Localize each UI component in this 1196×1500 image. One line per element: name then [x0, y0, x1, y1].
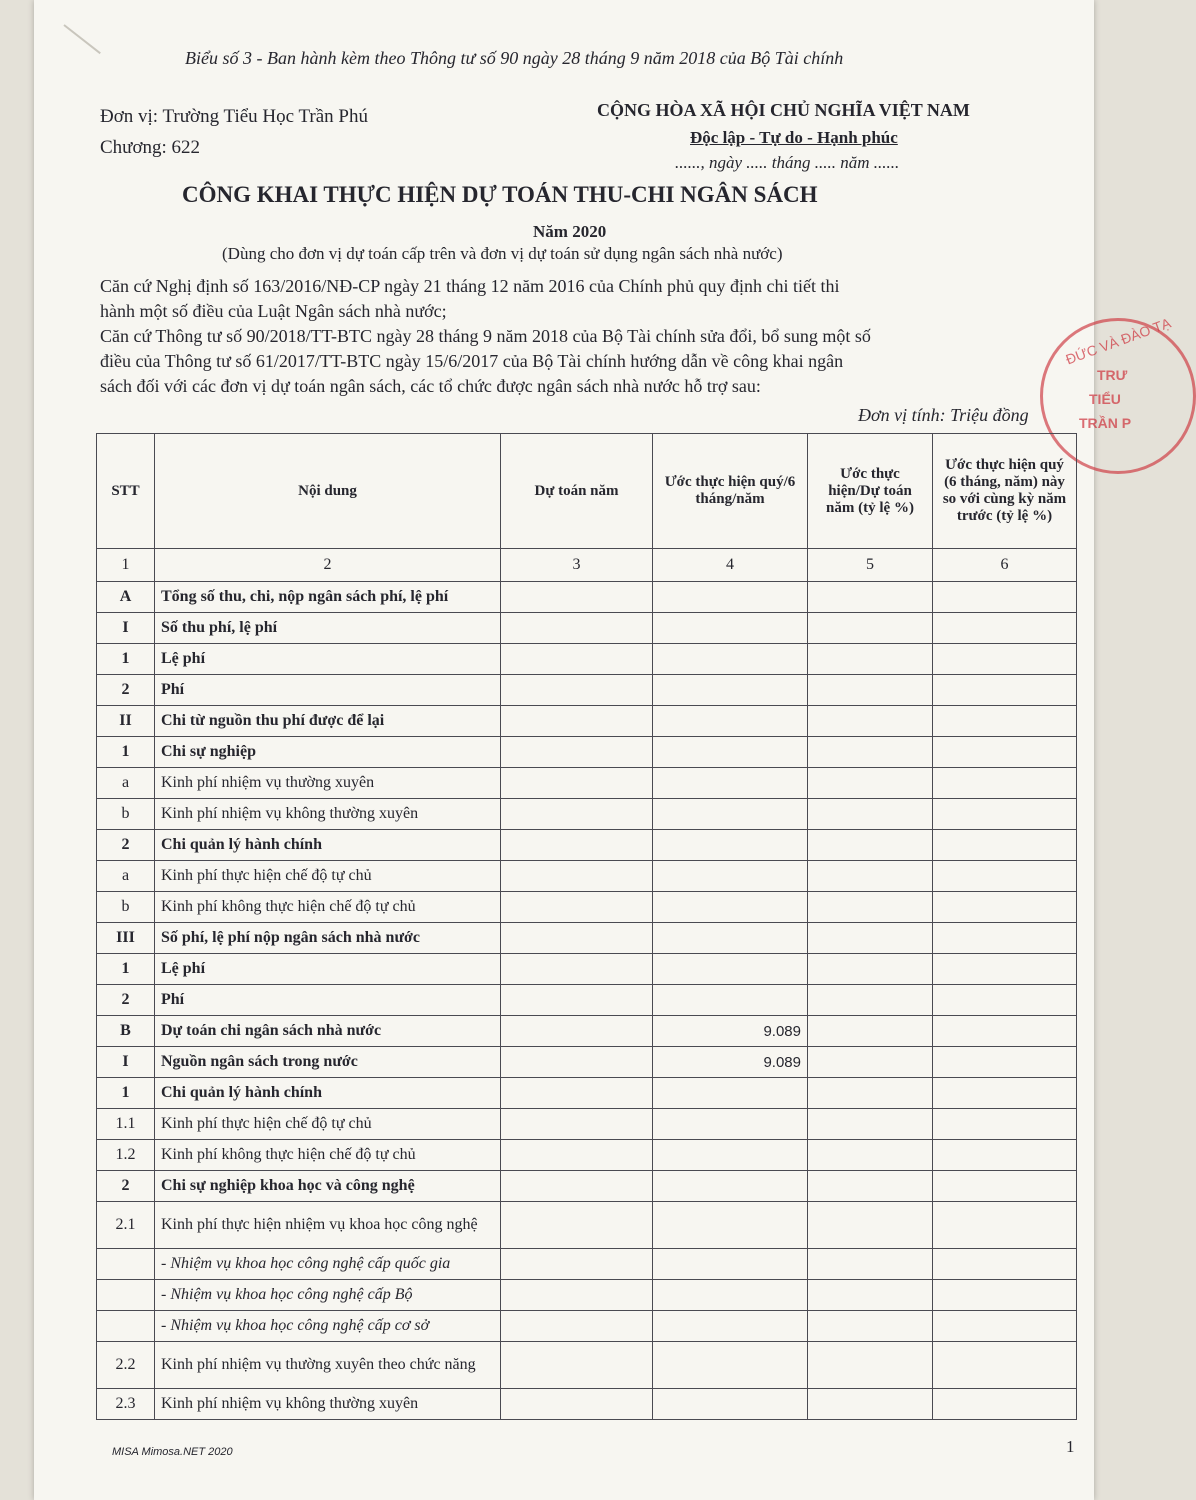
table-cell-ratio: [808, 892, 933, 923]
table-cell-actual: [653, 582, 808, 613]
table-cell-yoy: [933, 861, 1077, 892]
table-cell-yoy: [933, 799, 1077, 830]
table-cell-ratio: [808, 985, 933, 1016]
table-cell-ratio: [808, 737, 933, 768]
column-index: 5: [808, 549, 933, 582]
table-cell-content: Kinh phí thực hiện nhiệm vụ khoa học công nghệ: [155, 1202, 501, 1249]
table-cell-est: [501, 1389, 653, 1420]
table-cell-stt: a: [97, 768, 155, 799]
table-row: [97, 1171, 1077, 1202]
table-cell-actual: [653, 923, 808, 954]
table-row: [97, 1311, 1077, 1342]
table-row: [97, 1078, 1077, 1109]
table-row: [97, 1140, 1077, 1171]
table-cell-yoy: [933, 582, 1077, 613]
column-header: Dự toán năm: [501, 434, 653, 549]
table-cell-ratio: [808, 644, 933, 675]
table-cell-ratio: [808, 1311, 933, 1342]
column-index-row: [97, 549, 1077, 582]
table-cell-est: [501, 613, 653, 644]
usage-note: (Dùng cho đơn vị dự toán cấp trên và đơn vị dự toán sử dụng ngân sách nhà nước): [222, 244, 783, 263]
column-index: 1: [97, 549, 155, 582]
table-row: [97, 613, 1077, 644]
table-cell-actual: [653, 985, 808, 1016]
table-cell-ratio: [808, 582, 933, 613]
table-cell-ratio: [808, 861, 933, 892]
table-row: [97, 1342, 1077, 1389]
table-cell-est: [501, 1249, 653, 1280]
table-cell-yoy: [933, 706, 1077, 737]
column-header: STT: [97, 434, 155, 549]
table-cell-ratio: [808, 799, 933, 830]
stamp-line-2: TIỂU: [1089, 391, 1121, 407]
table-row: [97, 706, 1077, 737]
table-cell-content: - Nhiệm vụ khoa học công nghệ cấp Bộ: [155, 1280, 501, 1311]
table-cell-ratio: [808, 923, 933, 954]
table-cell-content: Tổng số thu, chi, nộp ngân sách phí, lệ phí: [155, 582, 501, 613]
table-cell-stt: b: [97, 892, 155, 923]
table-row: [97, 892, 1077, 923]
table-row: [97, 644, 1077, 675]
table-cell-content: Phí: [155, 985, 501, 1016]
table-cell-content: Phí: [155, 675, 501, 706]
table-cell-stt: 2: [97, 675, 155, 706]
table-row: [97, 675, 1077, 706]
unit-name: Đơn vị: Trường Tiểu Học Trần Phú: [100, 106, 368, 127]
chapter-code: Chương: 622: [100, 137, 201, 158]
table-cell-yoy: [933, 737, 1077, 768]
table-cell-actual: [653, 861, 808, 892]
table-cell-actual: [653, 1140, 808, 1171]
table-cell-stt: 1: [97, 1078, 155, 1109]
table-cell-est: [501, 1047, 653, 1078]
table-cell-stt: b: [97, 799, 155, 830]
table-cell-content: Kinh phí không thực hiện chế độ tự chủ: [155, 892, 501, 923]
table-cell-yoy: [933, 675, 1077, 706]
table-cell-actual: [653, 1109, 808, 1140]
table-row: [97, 1249, 1077, 1280]
software-footer: MISA Mimosa.NET 2020: [112, 1446, 233, 1458]
table-cell-yoy: [933, 1078, 1077, 1109]
table-cell-stt: [97, 1280, 155, 1311]
column-index: 6: [933, 549, 1077, 582]
basis-line-4: điều của Thông tư số 61/2017/TT-BTC ngày 15/6/2017 của Bộ Tài chính hướng dẫn về công khai ngân: [100, 351, 844, 371]
table-cell-ratio: [808, 1047, 933, 1078]
column-index: 3: [501, 549, 653, 582]
table-cell-content: Chi quản lý hành chính: [155, 830, 501, 861]
table-cell-actual: [653, 768, 808, 799]
table-cell-content: Kinh phí không thực hiện chế độ tự chủ: [155, 1140, 501, 1171]
table-cell-est: [501, 1202, 653, 1249]
table-cell-est: [501, 768, 653, 799]
table-cell-est: [501, 830, 653, 861]
table-cell-stt: 2.1: [97, 1202, 155, 1249]
table-cell-stt: A: [97, 582, 155, 613]
table-cell-yoy: [933, 1171, 1077, 1202]
stamp-line-3: TRẦN P: [1079, 415, 1132, 431]
table-cell-yoy: [933, 954, 1077, 985]
table-row: [97, 1109, 1077, 1140]
table-cell-actual: [653, 1202, 808, 1249]
table-cell-est: [501, 1280, 653, 1311]
budget-table: [96, 433, 1077, 1420]
unit-of-measure: Đơn vị tính: Triệu đồng: [858, 405, 1029, 425]
table-header-row: [97, 434, 1077, 549]
table-cell-actual: [653, 1249, 808, 1280]
table-cell-stt: I: [97, 613, 155, 644]
table-cell-est: [501, 1078, 653, 1109]
table-cell-actual: [653, 830, 808, 861]
column-index: 2: [155, 549, 501, 582]
table-cell-stt: B: [97, 1016, 155, 1047]
table-row: [97, 954, 1077, 985]
table-cell-stt: 1: [97, 644, 155, 675]
table-cell-content: Kinh phí nhiệm vụ không thường xuyên: [155, 1389, 501, 1420]
table-cell-yoy: [933, 1311, 1077, 1342]
table-cell-stt: 2: [97, 830, 155, 861]
table-cell-stt: 1: [97, 737, 155, 768]
table-cell-stt: 2.2: [97, 1342, 155, 1389]
table-cell-actual: [653, 737, 808, 768]
table-cell-stt: 2.3: [97, 1389, 155, 1420]
table-cell-ratio: [808, 1171, 933, 1202]
table-cell-est: [501, 1311, 653, 1342]
page-number: 1: [1066, 1437, 1075, 1456]
table-cell-content: Dự toán chi ngân sách nhà nước: [155, 1016, 501, 1047]
date-line: ......, ngày ..... tháng ..... năm ......: [675, 153, 900, 172]
table-cell-est: [501, 923, 653, 954]
table-cell-est: [501, 675, 653, 706]
table-cell-yoy: [933, 1342, 1077, 1389]
table-cell-est: [501, 1016, 653, 1047]
table-cell-yoy: [933, 1202, 1077, 1249]
table-cell-yoy: [933, 892, 1077, 923]
table-cell-stt: [97, 1249, 155, 1280]
table-cell-yoy: [933, 923, 1077, 954]
table-cell-content: - Nhiệm vụ khoa học công nghệ cấp quốc gia: [155, 1249, 501, 1280]
table-cell-stt: a: [97, 861, 155, 892]
table-cell-actual: [653, 1311, 808, 1342]
table-cell-est: [501, 861, 653, 892]
table-cell-actual: [653, 706, 808, 737]
basis-line-5: sách đối với các đơn vị dự toán ngân sách, các tổ chức được ngân sách nhà nước hỗ trợ sau:: [100, 376, 761, 396]
republic-heading: CỘNG HÒA XÃ HỘI CHỦ NGHĨA VIỆT NAM: [597, 100, 970, 120]
table-cell-ratio: [808, 954, 933, 985]
table-cell-actual: [653, 1078, 808, 1109]
table-cell-ratio: [808, 1389, 933, 1420]
column-index: 4: [653, 549, 808, 582]
table-cell-actual: [653, 1171, 808, 1202]
table-cell-actual: [653, 799, 808, 830]
table-cell-est: [501, 1171, 653, 1202]
table-cell-actual: [653, 644, 808, 675]
table-cell-content: Chi sự nghiệp khoa học và công nghệ: [155, 1171, 501, 1202]
table-cell-actual: 9.089: [653, 1047, 808, 1078]
table-cell-ratio: [808, 1249, 933, 1280]
table-cell-yoy: [933, 1047, 1077, 1078]
table-cell-ratio: [808, 675, 933, 706]
table-cell-stt: 2: [97, 1171, 155, 1202]
table-cell-stt: [97, 1311, 155, 1342]
table-cell-content: - Nhiệm vụ khoa học công nghệ cấp cơ sở: [155, 1311, 501, 1342]
table-cell-est: [501, 892, 653, 923]
table-cell-content: Số thu phí, lệ phí: [155, 613, 501, 644]
table-cell-ratio: [808, 1342, 933, 1389]
table-row: [97, 768, 1077, 799]
table-cell-ratio: [808, 1280, 933, 1311]
table-cell-content: Chi sự nghiệp: [155, 737, 501, 768]
table-cell-stt: 2: [97, 985, 155, 1016]
table-cell-est: [501, 1342, 653, 1389]
table-cell-yoy: [933, 830, 1077, 861]
table-cell-stt: 1.1: [97, 1109, 155, 1140]
table-cell-stt: II: [97, 706, 155, 737]
table-cell-ratio: [808, 1140, 933, 1171]
table-cell-content: Kinh phí nhiệm vụ không thường xuyên: [155, 799, 501, 830]
table-cell-content: Chi từ nguồn thu phí được để lại: [155, 706, 501, 737]
table-cell-actual: [653, 613, 808, 644]
table-cell-actual: [653, 954, 808, 985]
stamp-arc-text: ĐỨC VÀ ĐÀO TẠ: [1063, 314, 1173, 368]
table-row: [97, 1202, 1077, 1249]
table-cell-est: [501, 737, 653, 768]
stamp-line-1: TRƯ: [1097, 367, 1128, 383]
table-cell-ratio: [808, 706, 933, 737]
table-row: [97, 582, 1077, 613]
basis-line-3: Căn cứ Thông tư số 90/2018/TT-BTC ngày 28 tháng 9 năm 2018 của Bộ Tài chính sửa đổi, bổ sung một số: [100, 326, 871, 346]
basis-line-1: Căn cứ Nghị định số 163/2016/NĐ-CP ngày 21 tháng 12 năm 2016 của Chính phủ quy định chi tiết thi: [100, 276, 840, 296]
table-cell-est: [501, 706, 653, 737]
table-row: [97, 923, 1077, 954]
table-cell-yoy: [933, 613, 1077, 644]
document-title: CÔNG KHAI THỰC HIỆN DỰ TOÁN THU-CHI NGÂN SÁCH: [182, 182, 818, 207]
table-cell-est: [501, 954, 653, 985]
table-cell-yoy: [933, 1140, 1077, 1171]
table-cell-stt: 1.2: [97, 1140, 155, 1171]
table-cell-yoy: [933, 1109, 1077, 1140]
table-cell-ratio: [808, 613, 933, 644]
column-header: Ước thực hiện quý/6 tháng/năm: [653, 434, 808, 549]
table-cell-ratio: [808, 1202, 933, 1249]
year-line: Năm 2020: [533, 222, 607, 241]
table-cell-ratio: [808, 768, 933, 799]
table-cell-yoy: [933, 644, 1077, 675]
table-cell-est: [501, 1109, 653, 1140]
table-cell-stt: I: [97, 1047, 155, 1078]
table-cell-content: Lệ phí: [155, 644, 501, 675]
table-cell-content: Chi quản lý hành chính: [155, 1078, 501, 1109]
table-cell-stt: III: [97, 923, 155, 954]
table-cell-yoy: [933, 985, 1077, 1016]
table-cell-actual: [653, 1280, 808, 1311]
table-row: [97, 1280, 1077, 1311]
table-cell-est: [501, 644, 653, 675]
form-note: Biểu số 3 - Ban hành kèm theo Thông tư số 90 ngày 28 tháng 9 năm 2018 của Bộ Tài chính: [185, 48, 844, 68]
table-cell-yoy: [933, 1016, 1077, 1047]
table-cell-content: Kinh phí thực hiện chế độ tự chủ: [155, 861, 501, 892]
table-cell-est: [501, 582, 653, 613]
table-cell-yoy: [933, 1249, 1077, 1280]
table-row: [97, 830, 1077, 861]
table-cell-yoy: [933, 1389, 1077, 1420]
table-cell-ratio: [808, 830, 933, 861]
table-cell-est: [501, 799, 653, 830]
table-cell-yoy: [933, 768, 1077, 799]
table-cell-actual: [653, 892, 808, 923]
table-cell-actual: 9.089: [653, 1016, 808, 1047]
table-cell-content: Kinh phí thực hiện chế độ tự chủ: [155, 1109, 501, 1140]
table-cell-actual: [653, 675, 808, 706]
table-cell-ratio: [808, 1016, 933, 1047]
table-row: [97, 861, 1077, 892]
table-cell-ratio: [808, 1109, 933, 1140]
table-cell-yoy: [933, 1280, 1077, 1311]
column-header: Ước thực hiện/Dự toán năm (tỷ lệ %): [808, 434, 933, 549]
table-cell-actual: [653, 1342, 808, 1389]
national-motto: Độc lập - Tự do - Hạnh phúc: [690, 128, 898, 147]
table-row: [97, 1389, 1077, 1420]
table-cell-content: Số phí, lệ phí nộp ngân sách nhà nước: [155, 923, 501, 954]
basis-line-2: hành một số điều của Luật Ngân sách nhà nước;: [100, 301, 447, 321]
table-cell-content: Nguồn ngân sách trong nước: [155, 1047, 501, 1078]
table-cell-actual: [653, 1389, 808, 1420]
table-cell-est: [501, 1140, 653, 1171]
table-cell-est: [501, 985, 653, 1016]
table-cell-content: Kinh phí nhiệm vụ thường xuyên theo chức năng: [155, 1342, 501, 1389]
column-header: Ước thực hiện quý (6 tháng, năm) này so với cùng kỳ năm trước (tỷ lệ %): [933, 434, 1077, 549]
table-cell-ratio: [808, 1078, 933, 1109]
table-row: [97, 737, 1077, 768]
table-cell-content: Lệ phí: [155, 954, 501, 985]
table-row: [97, 1047, 1077, 1078]
table-row: [97, 985, 1077, 1016]
table-cell-stt: 1: [97, 954, 155, 985]
column-header: Nội dung: [155, 434, 501, 549]
table-row: [97, 799, 1077, 830]
table-row: [97, 1016, 1077, 1047]
table-cell-content: Kinh phí nhiệm vụ thường xuyên: [155, 768, 501, 799]
